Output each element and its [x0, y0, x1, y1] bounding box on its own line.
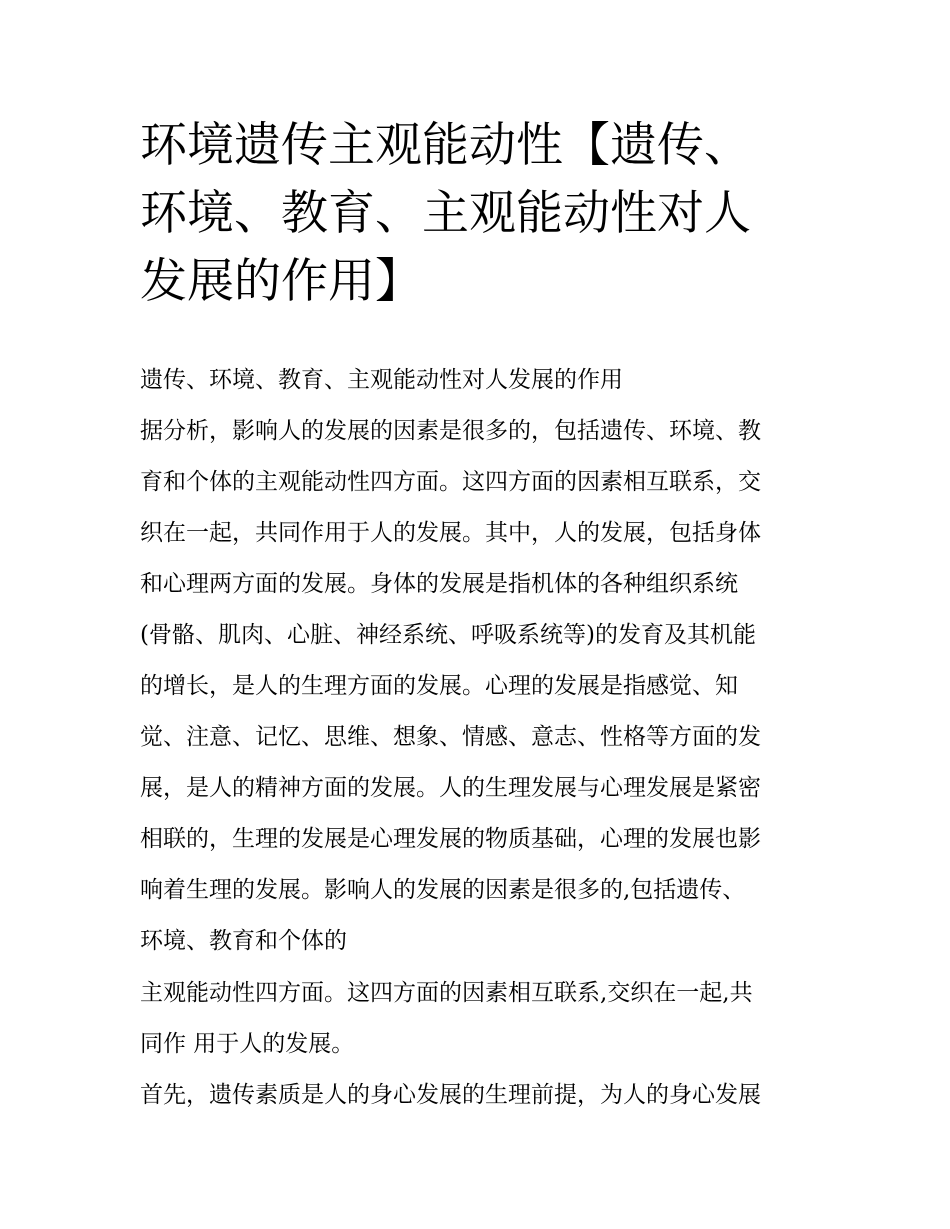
text-line: 的增长，是人的生理方面的发展。心理的发展是指感觉、知 [140, 673, 738, 699]
text-line: 同作 用于人的发展。 [140, 1031, 355, 1057]
text-line: 首先，遗传素质是人的身心发展的生理前提，为人的身心发展 [140, 1082, 761, 1108]
text-line: 展，是人的精神方面的发展。人的生理发展与心理发展是紧密 [140, 775, 761, 801]
text-line: 和心理两方面的发展。身体的发展是指机体的各种组织系统 [140, 571, 738, 597]
title-line: 发展的作用】 [140, 254, 422, 309]
text-line: 织在一起，共同作用于人的发展。其中，人的发展，包括身体 [140, 520, 761, 546]
text-line: 主观能动性四方面。这四方面的因素相互联系,交织在一起,共 [140, 980, 753, 1006]
text-line: (骨骼、肌肉、心脏、神经系统、呼吸系统等)的发育及其机能 [140, 622, 756, 648]
text-line: 响着生理的发展。影响人的发展的因素是很多的,包括遗传、 [140, 877, 746, 903]
text-line: 育和个体的主观能动性四方面。这四方面的因素相互联系，交 [140, 469, 761, 495]
title-line: 环境遗传主观能动性【遗传、 [140, 118, 751, 173]
paragraph-intro [140, 406, 820, 967]
title-line: 环境、教育、主观能动性对人 [140, 186, 751, 241]
text-line: 觉、注意、记忆、思维、想象、情感、意志、性格等方面的发 [140, 724, 761, 750]
text-line: 环境、教育和个体的 [140, 928, 347, 954]
text-line: 据分析，影响人的发展的因素是很多的，包括遗传、环境、教 [140, 418, 761, 444]
paragraph-heredity [140, 1070, 820, 1121]
document-subtitle: 遗传、环境、教育、主观能动性对人发展的作用 [140, 367, 623, 393]
document-title [140, 112, 820, 316]
text-line: 相联的，生理的发展是心理发展的物质基础，心理的发展也影 [140, 826, 761, 852]
paragraph-continuation [140, 968, 820, 1070]
